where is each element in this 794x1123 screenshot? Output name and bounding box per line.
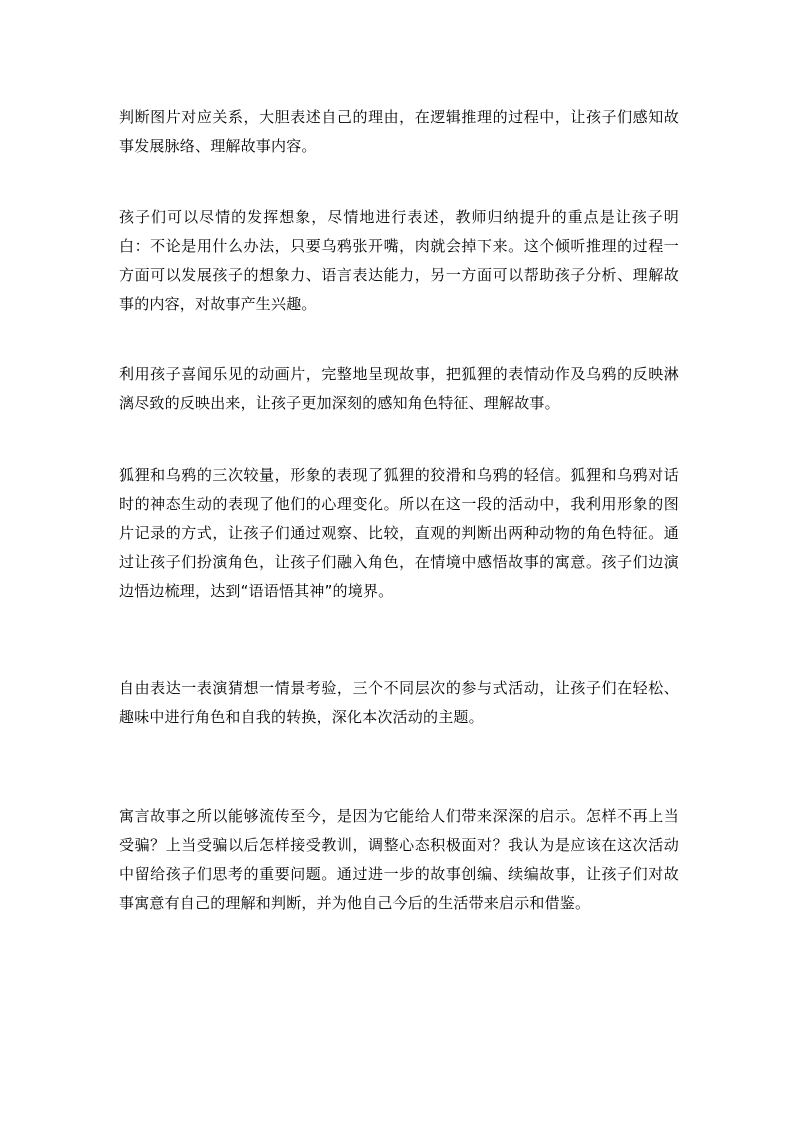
- paragraph-imagination-reasoning: 孩子们可以尽情的发挥想象，尽情地进行表述，教师归纳提升的重点是让孩子明白：不论是用什么办法，只要乌鸦张开嘴，肉就会掉下来。这个倾听推理的过程一方面可以发展孩子的想象力、语言表达能力，另一方面可以帮助孩子分析、理解故事的内容，对故事产生兴趣。: [119, 208, 679, 313]
- paragraph-animation-story: 利用孩子喜闻乐见的动画片，完整地呈现故事，把狐狸的表情动作及乌鸦的反映淋漓尽致的反映出来，让孩子更加深刻的感知角色特征、理解故事。: [119, 365, 679, 412]
- paragraph-picture-matching: 判断图片对应关系，大胆表述自己的理由，在逻辑推理的过程中，让孩子们感知故事发展脉络、理解故事内容。: [119, 108, 679, 155]
- paragraph-free-expression: 自由表达一表演猜想一情景考验，三个不同层次的参与式活动，让孩子们在轻松、趣味中进行角色和自我的转换，深化本次活动的主题。: [119, 679, 679, 726]
- paragraph-fable-reflection: 寓言故事之所以能够流传至今，是因为它能给人们带来深深的启示。怎样不再上当受骗？上当受骗以后怎样接受教训，调整心态积极面对？我认为是应该在这次活动中留给孩子们思考的重要问题。通过进一步的故事创编、续编故事，让孩子们对故事寓意有自己的理解和判断，并为他自己今后的生活带来启示和借鉴。: [119, 807, 679, 912]
- paragraph-fox-crow-contest: 狐狸和乌鸦的三次较量，形象的表现了狐狸的狡滑和乌鸦的轻信。狐狸和乌鸦对话时的神态生动的表现了他们的心理变化。所以在这一段的活动中，我利用形象的图片记录的方式，让孩子们通过观察、比较，直观的判断出两种动物的角色特征。通过让孩子们扮演角色，让孩子们融入角色，在情境中感悟故事的寓意。孩子们边演边悟边梳理，达到“语语悟其神”的境界。: [119, 466, 679, 600]
